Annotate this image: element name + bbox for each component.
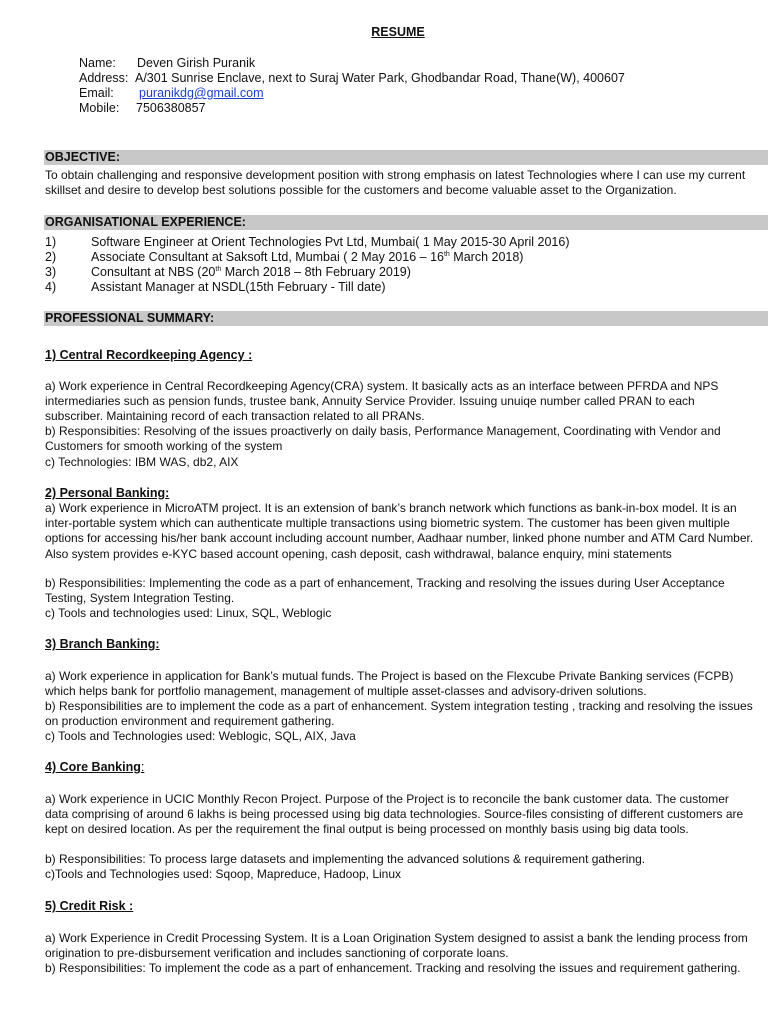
- objective-text: To obtain challenging and responsive development position with strong emphasis on latest Technologies where I can use my current skillset and desire to develop best solutions possible for the customers and become valuable asset to the Organization.: [45, 168, 746, 198]
- section-title-text: 4) Core Banking: [45, 760, 141, 774]
- mobile-value: 7506380857: [136, 101, 206, 115]
- objective-heading-band: [44, 150, 768, 165]
- section-para-c: c) Technologies: IBM WAS, db2, AIX: [45, 455, 239, 469]
- section-para-b: b) Responsibilities: To implement the code as a part of enhancement. Tracking and resolving the issues and requirement gathering.: [45, 961, 741, 975]
- section-para-c: c) Tools and Technologies used: Weblogic, SQL, AIX, Java: [45, 729, 356, 743]
- section-para-a: a) Work Experience in Credit Processing System. It is a Loan Origination System designed to assist a bank the lending process from origination to pre-disbursement verification and includes sanctioning of corporate loans.: [45, 931, 748, 961]
- name-value: Deven Girish Puranik: [137, 56, 256, 70]
- experience-item: [45, 250, 523, 265]
- section-para-a: a) Work experience in application for Bank’s mutual funds. The Project is based on the Flexcube Private Banking services (FCPB) which helps bank for portfolio management, management of multiple asset-classes and advisory-driven solutions.: [45, 669, 734, 699]
- mobile-label: Mobile:: [79, 101, 120, 115]
- section-para-b: b) Responsibities: Resolving of the issues proactiverly on daily basis, Performance Management, Coordinating with Vendor and Customers for smooth working of the system: [45, 424, 721, 454]
- summary-heading: PROFESSIONAL SUMMARY:: [45, 311, 215, 325]
- section-para-b: b) Responsibilities are to implement the code as a part of enhancement. System integration testing , tracking and resolving the issues on production environment and requirement gathering.: [45, 699, 753, 729]
- experience-item-text-end: March 2018): [449, 250, 524, 264]
- section-para-c: c)Tools and Technologies used: Sqoop, Mapreduce, Hadoop, Linux: [45, 867, 402, 881]
- address-label: Address:: [79, 71, 129, 85]
- contact-name-row: [79, 56, 255, 71]
- section-title: 1) Central Recordkeeping Agency :: [45, 348, 253, 362]
- experience-item-number: 2): [45, 250, 57, 264]
- experience-item: [45, 280, 386, 295]
- section-para-b: b) Responsibilities: Implementing the code as a part of enhancement, Tracking and resolving the issues during User Acceptance Testing, System Integration Testing.: [45, 576, 725, 606]
- experience-heading: ORGANISATIONAL EXPERIENCE:: [45, 215, 246, 229]
- document-title: RESUME: [371, 25, 425, 39]
- section-title: 3) Branch Banking:: [45, 637, 160, 651]
- section-para-a: a) Work experience in UCIC Monthly Recon Project. Purpose of the Project is to reconcile the bank customer data. The customer data comprising of around 6 lakhs is being processed using big data technologies. Source-files consisting of different customers are kept on desired location. As per the requirement the final output is being processed on monthly basis using big data tools.: [45, 792, 744, 837]
- section-para-a: a) Work experience in Central Recordkeeping Agency(CRA) system. It basically acts as an interface between PFRDA and NPS intermediaries such as pension funds, trustee bank, Annuity Service Provider. Issuing unuiqe number called PRAN to each subscriber. Maintaining record of each transaction related to all PRANs.: [45, 379, 719, 424]
- address-value: A/301 Sunrise Enclave, next to Suraj Water Park, Ghodbandar Road, Thane(W), 400607: [135, 71, 625, 85]
- superscript: th: [443, 251, 450, 258]
- superscript: th: [215, 266, 222, 273]
- contact-address-row: [79, 71, 625, 86]
- section-title: [45, 760, 144, 774]
- section-para-c: c) Tools and technologies used: Linux, SQL, Weblogic: [45, 606, 332, 620]
- experience-item-text: Assistant Manager at NSDL(15th February - Till date): [91, 280, 386, 294]
- summary-heading-band: [44, 311, 768, 326]
- section-title: 2) Personal Banking:: [45, 486, 170, 500]
- contact-mobile-row: [79, 101, 206, 116]
- experience-item-number: 1): [45, 235, 57, 249]
- section-title: 5) Credit Risk :: [45, 899, 134, 913]
- experience-item-number: 3): [45, 265, 57, 279]
- section-para-a: a) Work experience in MicroATM project. It is an extension of bank’s branch network which functions as bank-in-box model. It is an inter-portable system which can authenticate multiple transactions using biometric system. The customer has been given multiple options for accessing his/her bank account including account number, Aadhaar number, linked phone number and ATM Card Number. Also system provides e-KYC based account opening, cash deposit, cash withdrawal, balance enquiry, mini statements: [45, 501, 754, 561]
- experience-item-text: Software Engineer at Orient Technologies Pvt Ltd, Mumbai( 1 May 2015-30 April 2016): [91, 235, 570, 249]
- objective-heading: OBJECTIVE:: [45, 150, 121, 164]
- experience-item: [45, 265, 411, 280]
- section-title-colon: :: [140, 760, 145, 774]
- name-label: Name:: [79, 56, 116, 70]
- contact-email-row: [79, 86, 264, 101]
- experience-item-text: Consultant at NBS (20: [91, 265, 216, 279]
- section-para-b: b) Responsibilities: To process large datasets and implementing the advanced solutions & requirement gathering.: [45, 852, 646, 866]
- email-label: Email:: [79, 86, 114, 100]
- experience-item: [45, 235, 570, 250]
- experience-heading-band: [44, 215, 768, 230]
- email-link[interactable]: puranikdg@gmail.com: [139, 86, 264, 100]
- experience-item-text: Associate Consultant at Saksoft Ltd, Mumbai ( 2 May 2016 – 16: [91, 250, 444, 264]
- experience-item-number: 4): [45, 280, 57, 294]
- experience-item-text-end: March 2018 – 8th February 2019): [221, 265, 411, 279]
